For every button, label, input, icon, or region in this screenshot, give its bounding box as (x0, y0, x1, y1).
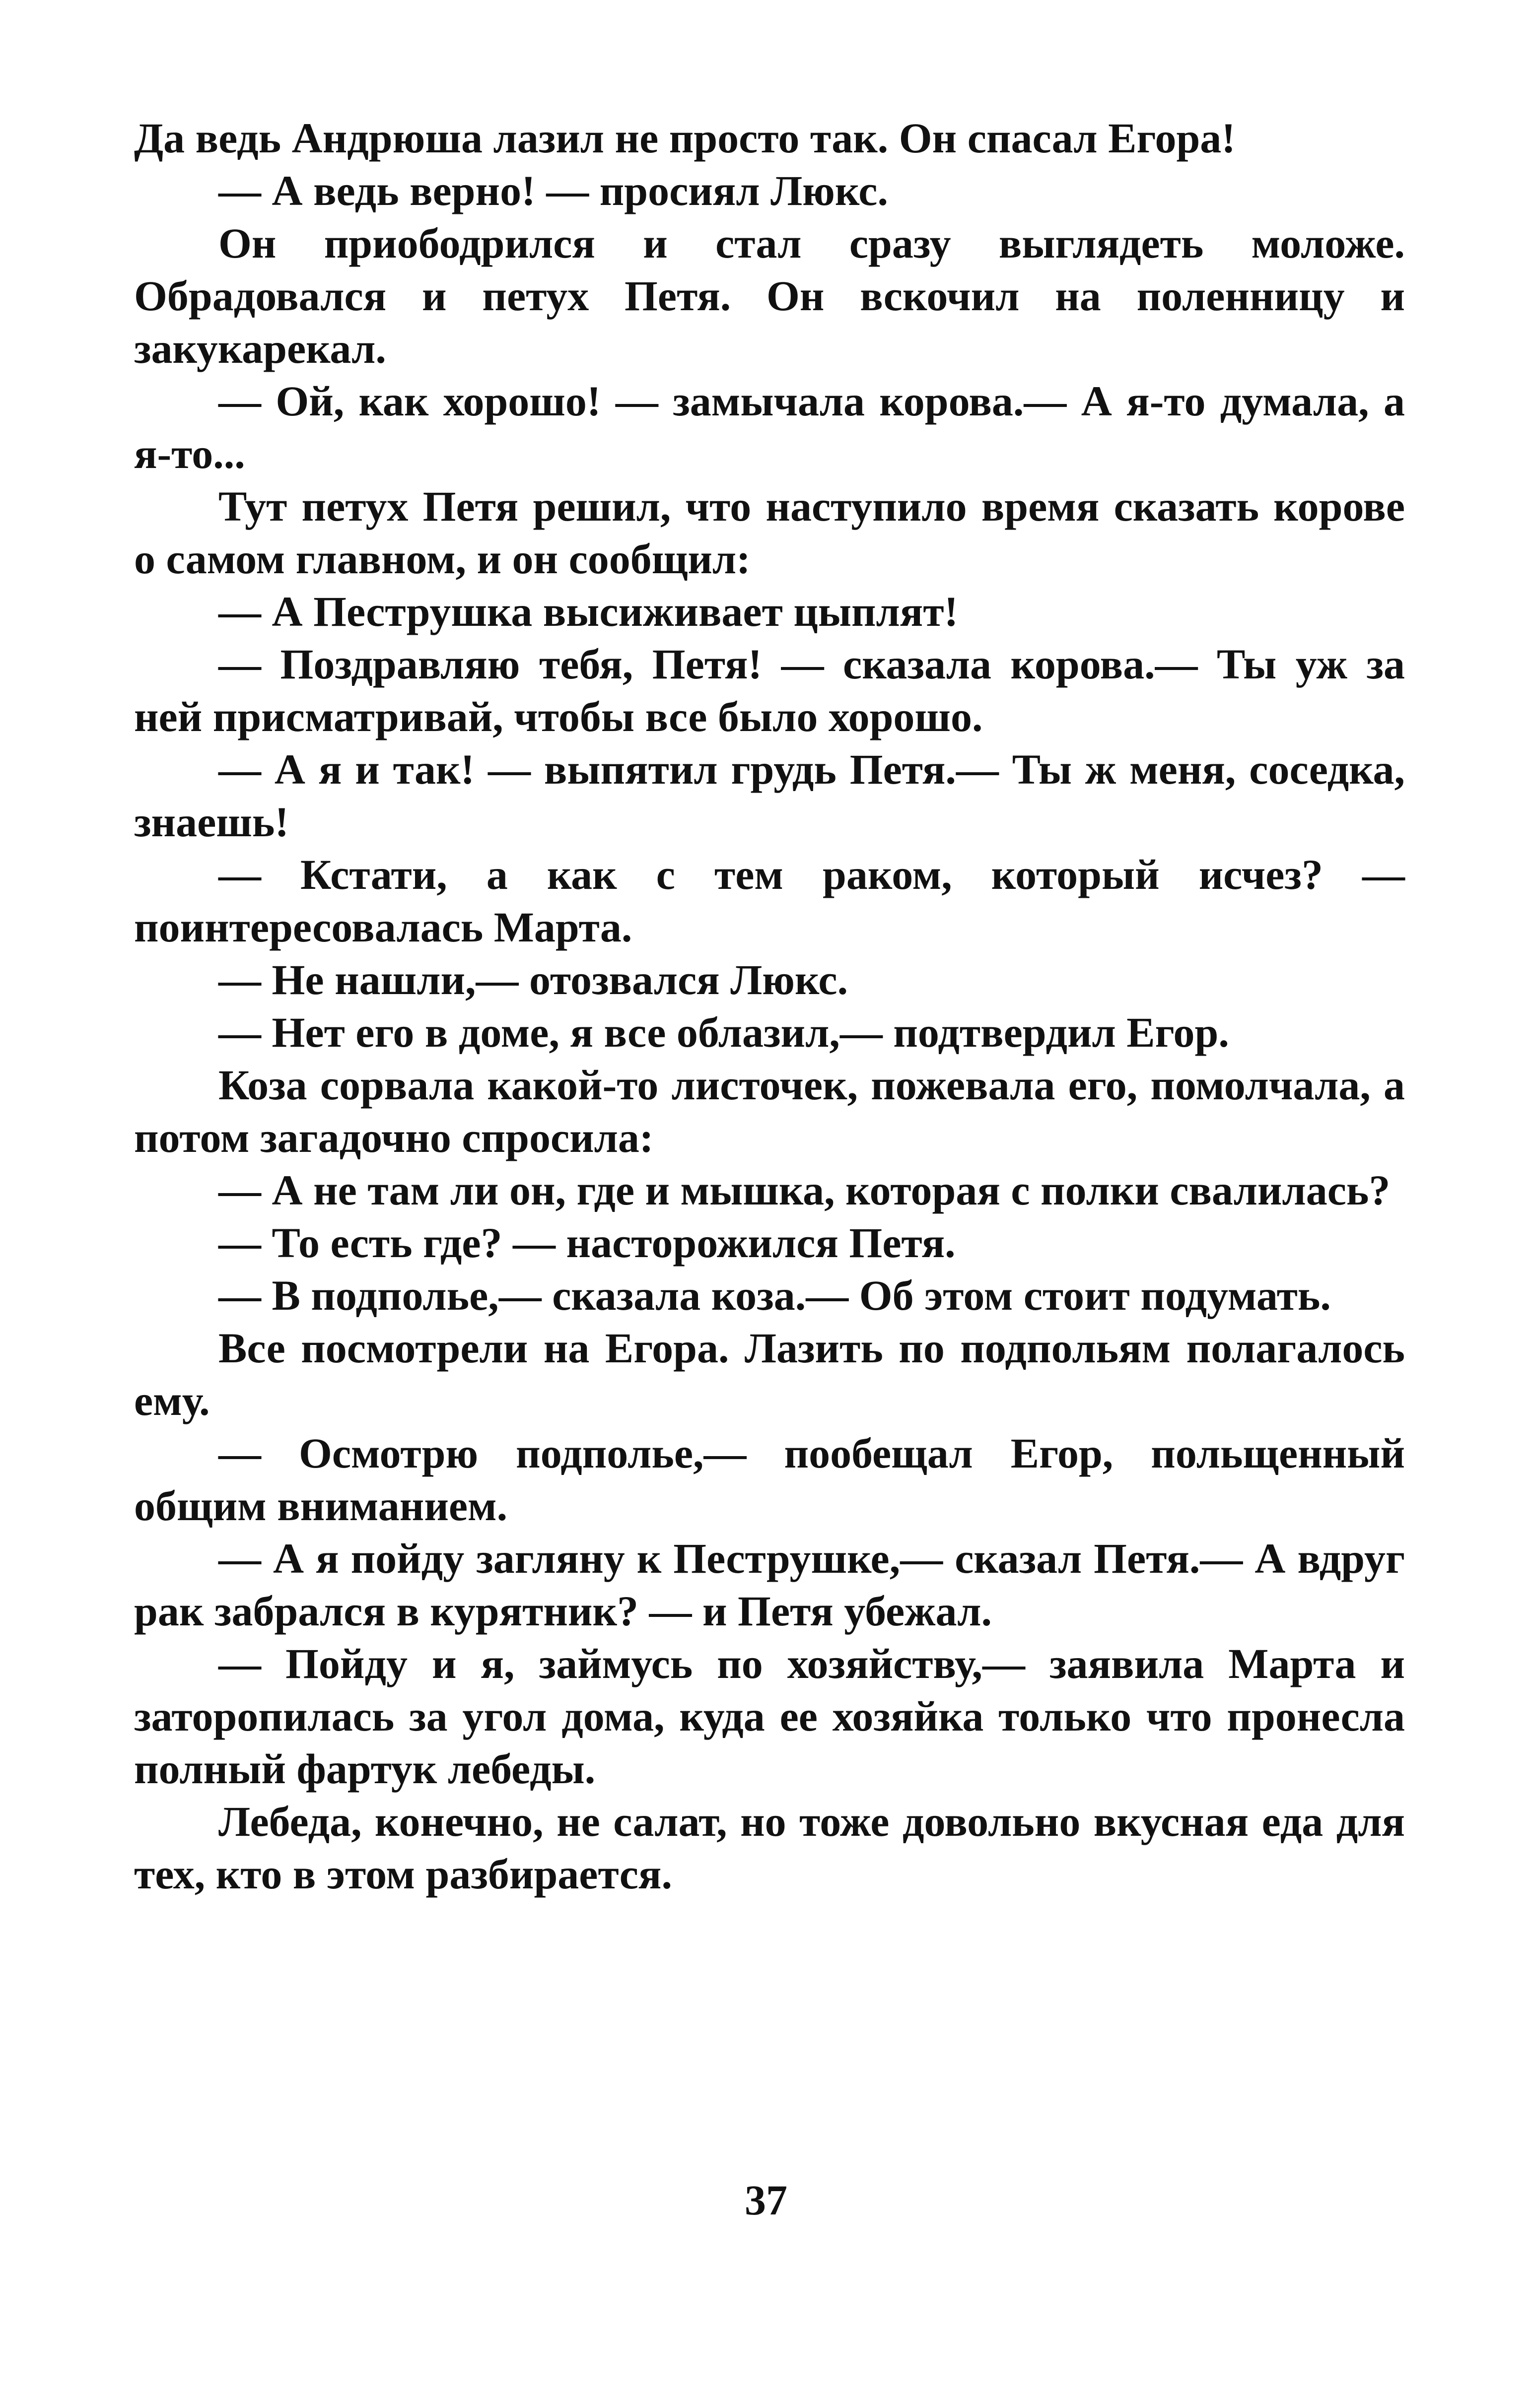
page-number: 37 (745, 2176, 787, 2224)
paragraph: — То есть где? — насторожился Петя. (218, 1219, 956, 1267)
paragraph: — В подполье,— сказала коза.— Об этом стоит подумать. (218, 1271, 1331, 1319)
paragraph: Тут петух Петя решил, что наступило время сказать корове о самом главном, и он сообщил: (134, 482, 1405, 583)
paragraph: — Нет его в доме, я все облазил,— подтвердил Егор. (218, 1008, 1229, 1056)
paragraph: — А ведь верно! — просиял Люкс. (218, 167, 888, 214)
paragraph: — Не нашли,— отозвался Люкс. (218, 956, 848, 1003)
paragraph: Все посмотрели на Егора. Лазить по подпольям полагалось ему. (134, 1324, 1405, 1424)
paragraph: — Ой, как хорошо! — замычала корова.— А я-то думала, а я-то... (134, 377, 1405, 477)
paragraph: — А я и так! — выпятил грудь Петя.— Ты ж меня, соседка, знаешь! (134, 745, 1405, 846)
paragraph: — Осмотрю подполье,— пообещал Егор, польщенный общим вниманием. (134, 1429, 1405, 1530)
paragraph: Он приободрился и стал сразу выглядеть моложе. Обрадовался и петух Петя. Он вскочил на поленницу и закукарекал. (134, 219, 1405, 372)
paragraph: Коза сорвала какой-то листочек, пожевала его, помолчала, а потом загадочно спросила: (134, 1061, 1405, 1161)
paragraph: Да ведь Андрюша лазил не просто так. Он спасал Егора! (134, 114, 1236, 162)
paragraph: — А не там ли он, где и мышка, которая с полки свалилась? (218, 1166, 1391, 1214)
paragraph: — А я пойду загляну к Пеструшке,— сказал Петя.— А вдруг рак забрался в курятник? — и Петя убежал. (134, 1535, 1405, 1635)
paragraph: — А Пеструшка высиживает цыплят! (218, 588, 959, 635)
paragraph: — Поздравляю тебя, Петя! — сказала корова.— Ты уж за ней присматривай, чтобы все было хорошо. (134, 640, 1405, 740)
paragraph: — Кстати, а как с тем раком, который исчез? — поинтересовалась Марта. (134, 851, 1405, 951)
page-body (134, 112, 1405, 1900)
paragraph: — Пойду и я, займусь по хозяйству,— заявила Марта и заторопилась за угол дома, куда ее хозяйка только что пронесла полный фартук лебеды. (134, 1640, 1405, 1793)
paragraph: Лебеда, конечно, не салат, но тоже довольно вкусная еда для тех, кто в этом разбирается. (134, 1798, 1405, 1898)
